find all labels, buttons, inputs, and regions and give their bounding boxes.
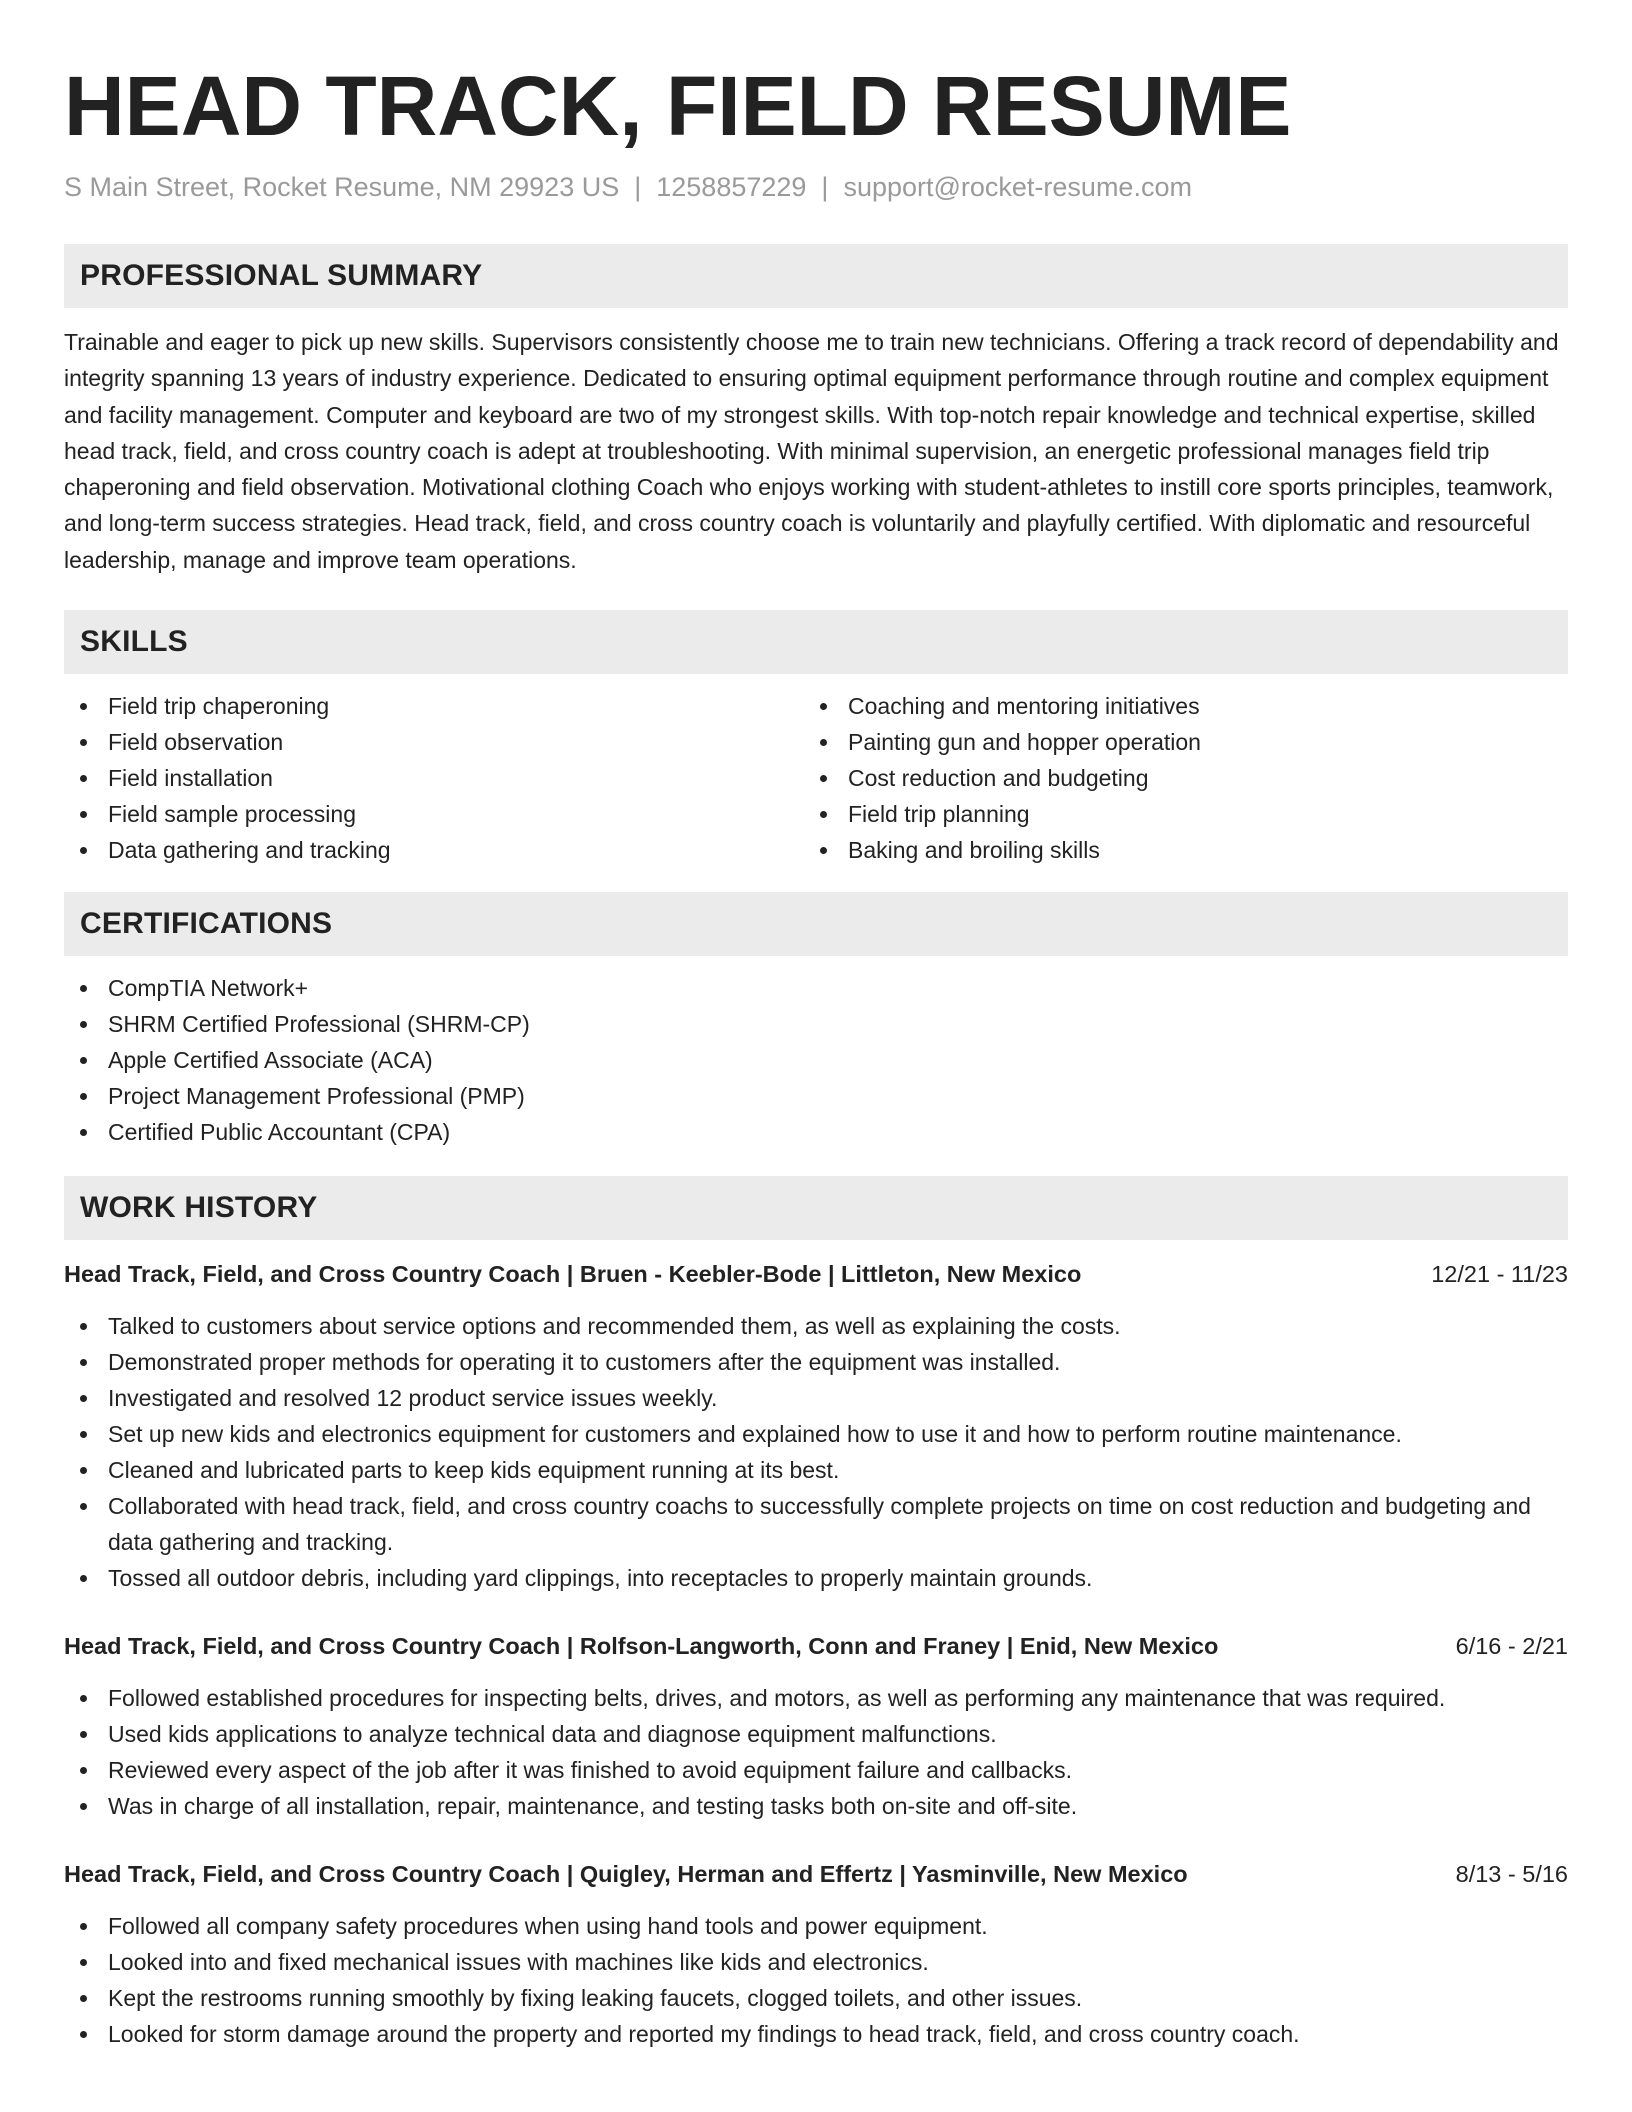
certifications-section [64, 892, 1568, 1150]
skills-list-left [64, 688, 804, 868]
certification-item: Certified Public Accountant (CPA) [64, 1114, 1568, 1150]
skill-item: Field observation [64, 724, 804, 760]
job-duties-list [64, 1680, 1568, 1824]
job-header [64, 1856, 1568, 1892]
skills-grid [64, 688, 1568, 868]
certification-item: Apple Certified Associate (ACA) [64, 1042, 1568, 1078]
certification-item: SHRM Certified Professional (SHRM-CP) [64, 1006, 1568, 1042]
skills-section [64, 610, 1568, 868]
job-duty-item: Followed all company safety procedures when using hand tools and power equipment. [64, 1908, 1568, 1944]
skill-item: Field trip planning [804, 796, 1544, 832]
section-heading-work-history: WORK HISTORY [64, 1176, 1568, 1240]
skill-item: Baking and broiling skills [804, 832, 1544, 868]
summary-text: Trainable and eager to pick up new skills. Supervisors consistently choose me to train new technicians. Offering a track record of dependability and integrity spanning 13 years of industry experience. Dedicated to ensuring optimal equipment performance through routine and complex equipment and facility management. Computer and keyboard are two of my strongest skills. With top-notch repair knowledge and technical expertise, skilled head track, field, and cross country coach is adept at troubleshooting. With minimal supervision, an energetic professional manages field trip chaperoning and field observation. Motivational clothing Coach who enjoys working with student-athletes to instill core sports principles, teamwork, and long-term success strategies. Head track, field, and cross country coach is voluntarily and playfully certified. With diplomatic and resourceful leadership, manage and improve team operations. [64, 329, 1559, 573]
job-duty-item: Tossed all outdoor debris, including yard clippings, into receptacles to properly maintain grounds. [64, 1560, 1568, 1596]
skill-item: Field installation [64, 760, 804, 796]
work-history-section [64, 1176, 1568, 2052]
section-heading-certifications: CERTIFICATIONS [64, 892, 1568, 956]
section-heading-summary: PROFESSIONAL SUMMARY [64, 244, 1568, 308]
job-duty-item: Set up new kids and electronics equipment for customers and explained how to use it and how to perform routine maintenance. [64, 1416, 1568, 1452]
certifications-list [64, 970, 1568, 1150]
job-entry [64, 1628, 1568, 1824]
job-dates: 6/16 - 2/21 [1455, 1633, 1568, 1660]
certification-item: Project Management Professional (PMP) [64, 1078, 1568, 1114]
job-header [64, 1628, 1568, 1664]
job-duty-item: Demonstrated proper methods for operating it to customers after the equipment was installed. [64, 1344, 1568, 1380]
contact-separator: | [634, 172, 642, 202]
skill-item: Field sample processing [64, 796, 804, 832]
job-duties-list [64, 1308, 1568, 1596]
job-duty-item: Looked for storm damage around the property and reported my findings to head track, field, and cross country coach. [64, 2016, 1568, 2052]
professional-summary-section [64, 244, 1568, 578]
contact-email: support@rocket-resume.com [843, 172, 1192, 202]
job-entry [64, 1856, 1568, 2052]
job-title: Head Track, Field, and Cross Country Coach | Bruen - Keebler-Bode | Littleton, New Mexico [64, 1261, 1082, 1288]
job-duty-item: Talked to customers about service options and recommended them, as well as explaining the costs. [64, 1308, 1568, 1344]
job-header [64, 1256, 1568, 1292]
job-dates: 12/21 - 11/23 [1431, 1261, 1568, 1288]
resume-title: HEAD TRACK, FIELD RESUME [64, 59, 1292, 153]
job-duty-item: Collaborated with head track, field, and cross country coachs to successfully complete projects on time on cost reduction and budgeting and data gathering and tracking. [64, 1488, 1568, 1560]
job-duty-item: Used kids applications to analyze technical data and diagnose equipment malfunctions. [64, 1716, 1568, 1752]
skill-item: Painting gun and hopper operation [804, 724, 1544, 760]
job-title: Head Track, Field, and Cross Country Coach | Quigley, Herman and Effertz | Yasminville, New Mexico [64, 1861, 1188, 1888]
job-duty-item: Cleaned and lubricated parts to keep kids equipment running at its best. [64, 1452, 1568, 1488]
job-duty-item: Reviewed every aspect of the job after it was finished to avoid equipment failure and callbacks. [64, 1752, 1568, 1788]
job-duty-item: Was in charge of all installation, repair, maintenance, and testing tasks both on-site and off-site. [64, 1788, 1568, 1824]
skill-item: Coaching and mentoring initiatives [804, 688, 1544, 724]
certification-item: CompTIA Network+ [64, 970, 1568, 1006]
job-dates: 8/13 - 5/16 [1455, 1861, 1568, 1888]
job-duty-item: Followed established procedures for inspecting belts, drives, and motors, as well as performing any maintenance that was required. [64, 1680, 1568, 1716]
job-duty-item: Kept the restrooms running smoothly by fixing leaking faucets, clogged toilets, and other issues. [64, 1980, 1568, 2016]
contact-line [64, 170, 1568, 204]
skill-item: Data gathering and tracking [64, 832, 804, 868]
contact-phone: 1258857229 [656, 172, 807, 202]
skill-item: Cost reduction and budgeting [804, 760, 1544, 796]
contact-separator: | [821, 172, 829, 202]
job-entry [64, 1256, 1568, 1596]
section-heading-skills: SKILLS [64, 610, 1568, 674]
job-duties-list [64, 1908, 1568, 2052]
job-duty-item: Looked into and fixed mechanical issues with machines like kids and electronics. [64, 1944, 1568, 1980]
skills-list-right [804, 688, 1544, 868]
contact-address: S Main Street, Rocket Resume, NM 29923 US [64, 172, 620, 202]
skill-item: Field trip chaperoning [64, 688, 804, 724]
job-duty-item: Investigated and resolved 12 product service issues weekly. [64, 1380, 1568, 1416]
job-title: Head Track, Field, and Cross Country Coach | Rolfson-Langworth, Conn and Franey | Enid, New Mexico [64, 1633, 1219, 1660]
